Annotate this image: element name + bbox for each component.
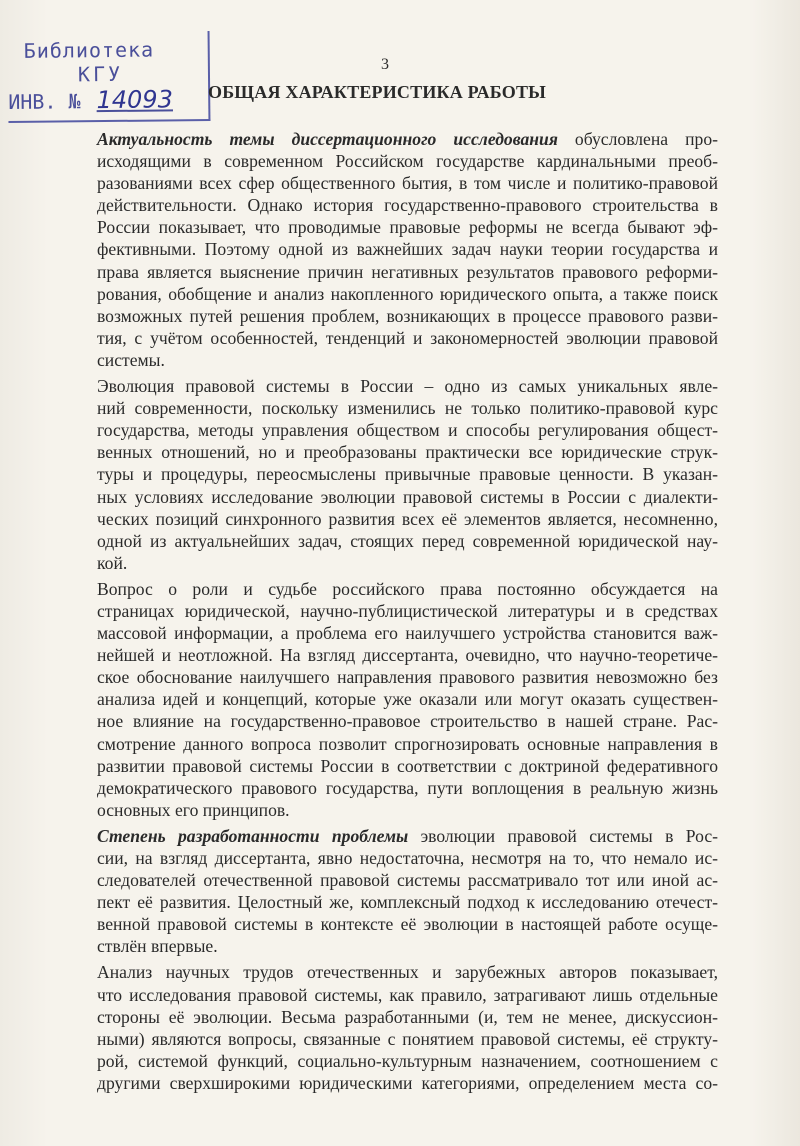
text-line: государства, методы управления обществом и способы регулирования общест-	[97, 420, 718, 441]
paragraph	[97, 128, 718, 371]
text-line: демократического правового государства, пути воплощения в реальную жизнь	[97, 777, 718, 798]
text-line: ствлён впервые.	[97, 936, 218, 957]
text-line: Эволюция правовой системы в России – одно из самых уникальных явле-	[97, 376, 718, 397]
text-line: развитии правовой системы России в соответствии с доктриной федеративного	[97, 755, 718, 776]
text-line: венных отношений, но и преобразованы практически все юридические струк-	[97, 442, 718, 463]
text-line: тия, с учётом особенностей, тенденций и закономерностей эволюции правовой	[97, 327, 718, 348]
text-line: действительности. Однако история государственно-правового строительства в	[97, 195, 718, 216]
text-line: сии, на взгляд диссертанта, явно недостаточна, несмотря на то, что немало ис-	[97, 848, 718, 868]
text-line: следователей отечественной правовой системы рассматривало тот или иной ас-	[97, 870, 718, 891]
text-line: Анализ научных трудов отечественных и зарубежных авторов показывает,	[97, 962, 718, 983]
text-line: ными) являются вопросы, связанные с понятием правовой системы, её структу-	[97, 1028, 718, 1049]
text-line: нейшей и неотложной. На взгляд диссертанта, очевидно, что научно-теоретиче-	[97, 645, 718, 666]
paragraph-lead: Актуальность темы диссертационного исследования	[97, 129, 558, 149]
text-line: анализа идей и концепций, которые уже оказали или могут оказать существен-	[97, 689, 718, 710]
text-line: ское обоснование наилучшего направления правового развития невозможно без	[97, 667, 718, 688]
text-line: рования, обобщение и анализ накопленного юридического опыта, а также поиск	[97, 283, 718, 304]
text-line: смотрение данного вопроса позволит спрогнозировать основные направления в	[97, 733, 718, 754]
section-heading: ОБЩАЯ ХАРАКТЕРИСТИКА РАБОТЫ	[208, 82, 547, 102]
text-line: массовой информации, а проблема его наилучшего устройства становится важ-	[97, 623, 718, 644]
text-line: России показывает, что проводимые правовые реформы не всегда бывают эф-	[97, 217, 718, 238]
stamp-inventory-label: ИНВ. №	[8, 89, 81, 115]
text-line: что исследования правовой системы, как правило, затрагивают лишь отдельные	[97, 984, 718, 1005]
paragraph	[97, 375, 718, 574]
text-line: ных условиях исследование эволюции правовой системы в России с диалекти-	[97, 486, 718, 507]
text-line: фективными. Поэтому одной из важнейших задач науки теории государства и	[97, 239, 718, 260]
stamp-library-label: Библиотека	[23, 37, 155, 63]
text-line: системы.	[97, 349, 165, 370]
stamp-university-label: КГУ	[77, 61, 124, 87]
text-line: ний современности, поскольку изменились не только политико-правовой курс	[97, 398, 718, 419]
text-line: венной правовой системы в контексте её эволюции в настоящей работе осуще-	[97, 914, 718, 935]
text-line: стороны её эволюции. Весьма разработанными (и, тем не менее, дискуссион-	[97, 1006, 718, 1027]
text-line: кой.	[97, 552, 128, 573]
body-text	[97, 128, 718, 1098]
stamp-inventory-line	[8, 87, 173, 114]
paragraph	[97, 825, 718, 958]
text-line: исходящими в современном Российском государстве кардинальными преоб-	[97, 151, 718, 172]
text-line: рой, системой функций, социально-культурным назначением, соотношением с	[97, 1050, 718, 1071]
text-line: возможных путей решения проблем, возникающих в процессе правового разви-	[97, 305, 718, 326]
text-line: Актуальность темы диссертационного исследования обусловлена про-	[97, 129, 718, 149]
page-number: 3	[381, 56, 389, 73]
text-line: ческих позиций синхронного развития всех её элементов является, несомненно,	[97, 508, 718, 529]
text-line: ное влияние на государственно-правовое строительство в нашей стране. Рас-	[97, 711, 718, 732]
text-line: Степень разработанности проблемы эволюции правовой системы в Рос-	[97, 825, 718, 846]
text-line: разованиями всех сфер общественного бытия, в том числе и политико-правовой	[97, 173, 718, 194]
library-stamp	[8, 31, 211, 123]
text-line: страницах юридической, научно-публицистической литературы и в средствах	[97, 600, 718, 621]
paragraph-lead: Степень разработанности проблемы	[97, 825, 409, 846]
text-line: Вопрос о роли и судьбе российского права постоянно обсуждается на	[97, 578, 718, 599]
stamp-inventory-number: 14093	[96, 85, 174, 115]
text-line: другими сверхширокими юридическими категориями, определением места со-	[97, 1072, 718, 1093]
text-line: права является выяснение причин негативных результатов правового реформи-	[97, 261, 718, 282]
text-line: пект её развития. Целостный же, комплексный подход к исследованию отечест-	[97, 892, 718, 913]
text-line: туры и процедуры, переосмыслены привычные правовые ценности. В указан-	[97, 464, 718, 485]
text-line: одной из актуальнейших задач, стоящих перед современной юридической нау-	[97, 530, 718, 551]
paragraph	[97, 578, 718, 821]
paragraph	[97, 961, 718, 1094]
text-line: основных его принципов.	[97, 799, 290, 820]
